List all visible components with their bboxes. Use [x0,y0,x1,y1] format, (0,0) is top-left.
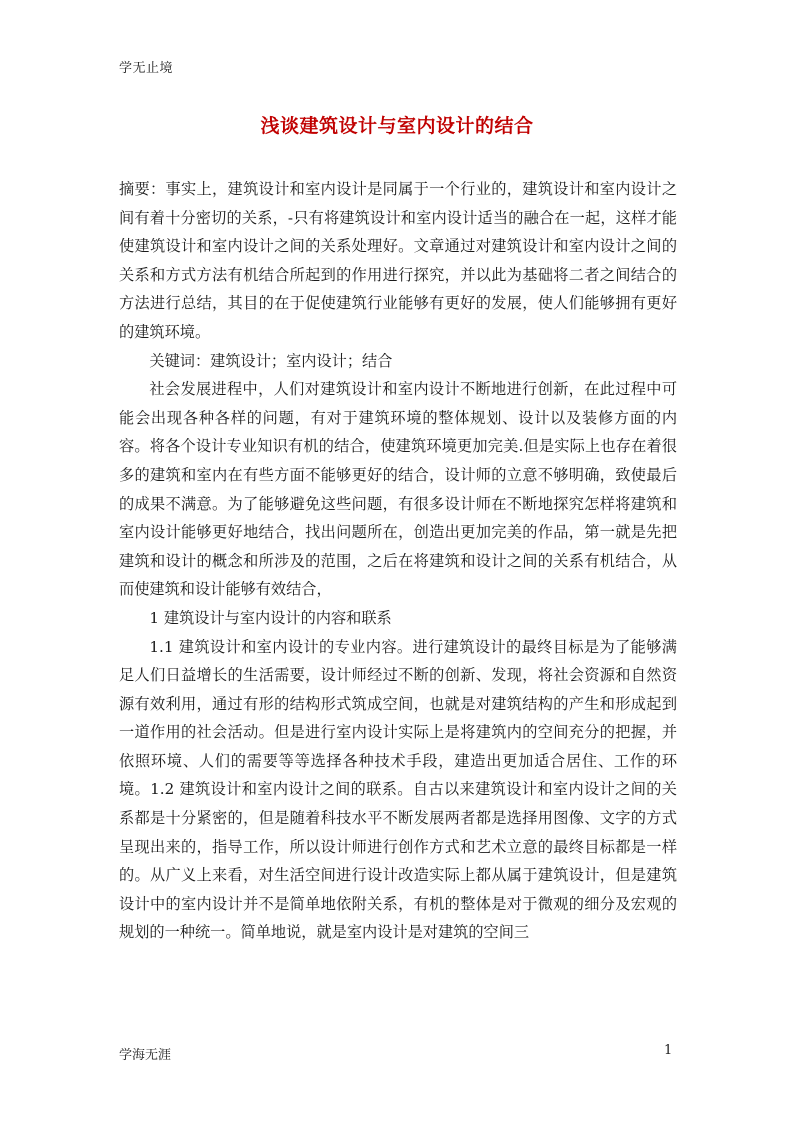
section-paragraph: 1.1 建筑设计和室内设计的专业内容。进行建筑设计的最终目标是为了能够满足人们日益增长的生活需要，设计师经过不断的创新、发现，将社会资源和自然资源有效利用，通过有形的结构形式筑成空间，也就是对建筑结构的产生和形成起到一道作用的社会活动。但是进行室内设计实际上是将建筑内的空间充分的把握，并依照环境、人们的需要等等选择各种技术手段，建造出更加适合居住、工作的环境。1.2 建筑设计和室内设计之间的联系。自古以来建筑设计和室内设计之间的关系都是十分紧密的，但是随着科技水平不断发展两者都是选择用图像、文字的方式呈现出来的，指导工作，所以设计师进行创作方式和艺术立意的最终目标都是一样的。从广义上来看，对生活空间进行设计改造实际上都从属于建筑设计，但是建筑设计中的室内设计并不是简单地依附关系，有机的整体是对于微观的细分及宏观的规划的一种统一。简单地说，就是室内设计是对建筑的空间三 [119,637,677,942]
intro-paragraph: 社会发展进程中，人们对建筑设计和室内设计不断地进行创新，在此过程中可能会出现各种各样的问题，有对于建筑环境的整体规划、设计以及装修方面的内容。将各个设计专业知识有机的结合，使建筑环境更加完美.但是实际上也存在着很多的建筑和室内在有些方面不能够更好的结合，设计师的立意不够明确，致使最后的成果不满意。为了能够避免这些问题，有很多设计师在不断地探究怎样将建筑和室内设计能够更好地结合，找出问题所在，创造出更加完美的作品，第一就是先把建筑和设计的概念和所涉及的范围，之后在将建筑和设计之间的关系有机结合，从而使建筑和设计能够有效结合， [119,380,677,599]
page-footer-text: 学海无涯 [119,1048,172,1063]
section-heading: 1 建筑设计与室内设计的内容和联系 [149,608,392,627]
document-body [119,175,677,947]
page-header: 学无止境 [119,61,174,76]
document-title: 浅谈建筑设计与室内设计的结合 [260,115,534,137]
keywords-paragraph: 关键词：建筑设计；室内设计；结合 [149,351,393,370]
abstract-paragraph: 摘要：事实上，建筑设计和室内设计是同属于一个行业的，建筑设计和室内设计之间有着十分密切的关系，-只有将建筑设计和室内设计适当的融合在一起，这样才能使建筑设计和室内设计之间的关系处理好。文章通过对建筑设计和室内设计之间的关系和方式方法有机结合所起到的作用进行探究，并以此为基础将二者之间结合的方法进行总结，其目的在于促使建筑行业能够有更好的发展，使人们能够拥有更好的建筑环境。 [119,180,677,341]
page-number: 1 [664,1043,673,1058]
